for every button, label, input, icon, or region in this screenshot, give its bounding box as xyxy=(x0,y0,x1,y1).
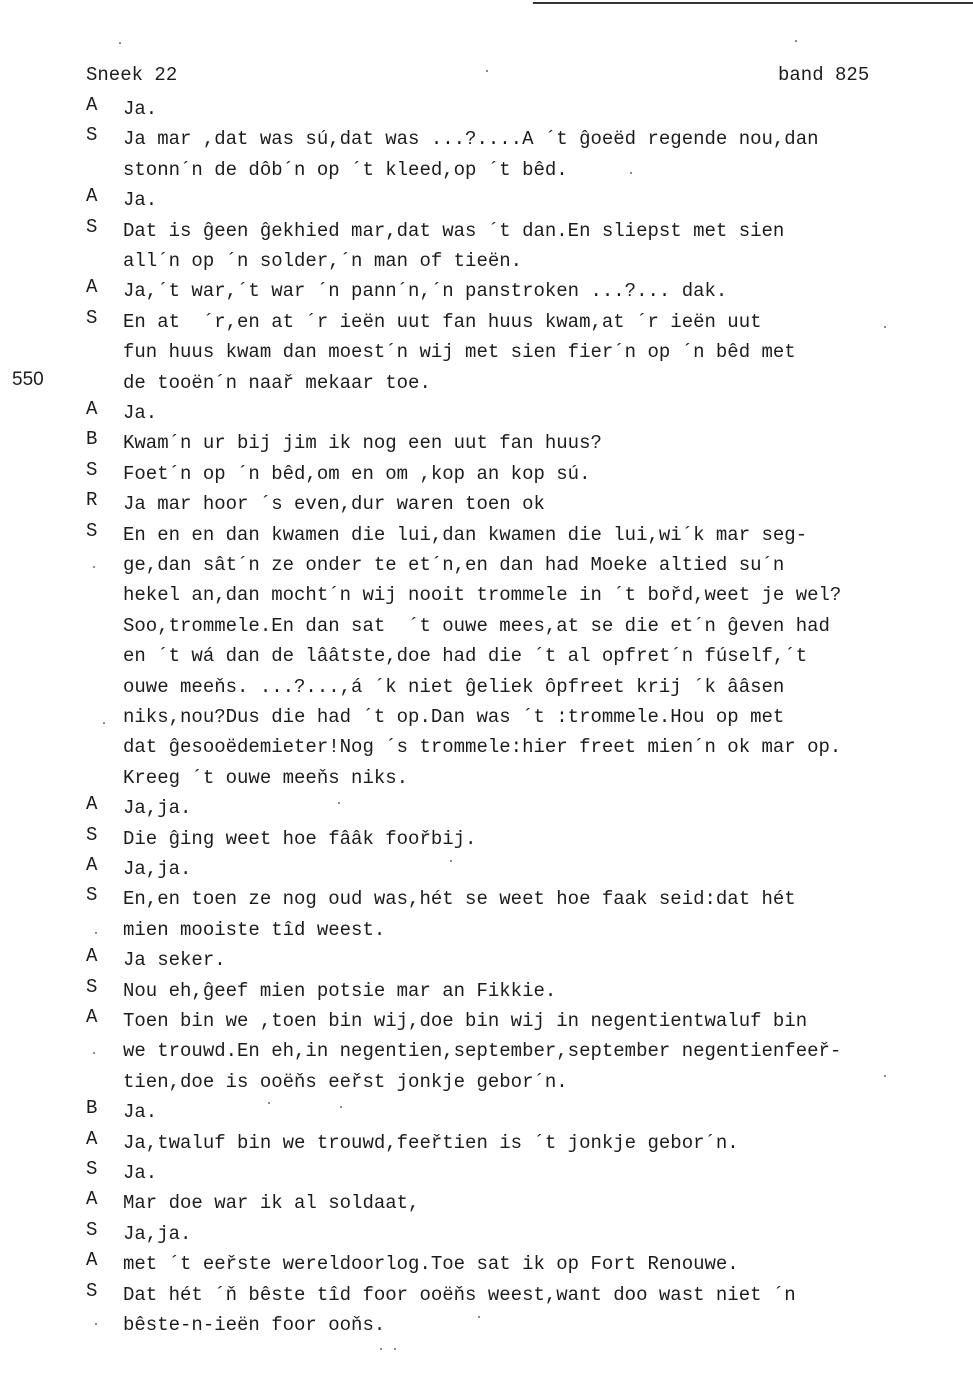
utterance xyxy=(123,428,602,458)
utterance-line: fun huus kwam dan moest´n wij met sien fier´n op ´n bêd met xyxy=(123,341,796,364)
scan-speck xyxy=(884,326,886,328)
utterance-line: En en en dan kwamen die lui,dan kwamen die lui,wi´k mar seg- xyxy=(123,523,808,546)
speaker-label: A xyxy=(86,854,98,876)
utterance-line: dat ĝesooëdemieter!Nog ´s trommele:hier freet mien´n ok mar op. xyxy=(123,736,842,759)
speaker-label: R xyxy=(86,489,98,512)
utterance-line: Toen bin we ,toen bin wij,doe bin wij in negentientwaluf bin xyxy=(123,1010,808,1032)
utterance-line: Ja. xyxy=(123,1101,158,1124)
utterance-line: Kwam´n ur bij jim ik nog een uut fan huus? xyxy=(123,432,602,455)
utterance xyxy=(123,520,841,794)
speaker-label: S xyxy=(86,1218,98,1241)
speaker-label: S xyxy=(86,884,98,907)
speaker-label: S xyxy=(86,823,98,846)
utterance xyxy=(123,793,191,823)
utterance xyxy=(123,1280,796,1341)
utterance-line: ouwe meeňs. ...?...,á ´k niet ĝeliek ôpfreet krij ´k ââsen xyxy=(123,675,785,698)
utterance-line: Ja,´t war,´t war ´n pann´n,´n panstroken ...?... dak. xyxy=(123,280,728,303)
utterance-line: Ja mar hoor ´s even,dur waren toen ok xyxy=(123,493,545,516)
utterance-line: Ja,twaluf bin we trouwd,feeřtien is ´t jonkje gebor´n. xyxy=(123,1131,739,1154)
scan-speck xyxy=(486,70,488,72)
utterance xyxy=(123,854,191,884)
scan-speck xyxy=(478,1316,480,1318)
utterance-line: en ´t wá dan de lââtste,doe had die ´t al opfret´n fúself,´t xyxy=(123,645,808,668)
utterance-line: Dat hét ´ň bêste tîd foor ooëňs weest,want doo wast niet ´n xyxy=(123,1283,796,1306)
utterance-line: mien mooiste tîd weest. xyxy=(123,918,386,941)
utterance xyxy=(123,1097,157,1127)
scan-speck xyxy=(380,1348,382,1350)
utterance-line: we trouwd.En eh,in negentien,september,september negentienfeeř- xyxy=(123,1040,842,1063)
top-rule xyxy=(533,2,973,4)
speaker-label: B xyxy=(86,428,98,451)
scan-speck xyxy=(630,172,632,174)
utterance-line: ge,dan sât´n ze onder te et´n,en dan had Moeke altied su´n xyxy=(123,553,785,576)
utterance xyxy=(123,1219,191,1249)
utterance xyxy=(123,1188,419,1218)
speaker-label: A xyxy=(86,1127,98,1150)
utterance xyxy=(123,216,784,277)
scan-speck xyxy=(103,722,105,724)
scan-speck xyxy=(95,1323,97,1325)
speaker-label: S xyxy=(86,519,98,542)
utterance xyxy=(123,307,796,398)
utterance xyxy=(123,1249,739,1279)
utterance-line: Kreeg ´t ouwe meeňs niks. xyxy=(123,766,409,789)
speaker-label: A xyxy=(86,185,98,208)
utterance xyxy=(123,884,796,945)
utterance-line: Nou eh,ĝeef mien potsie mar an Fikkie. xyxy=(123,979,557,1002)
utterance-line: tien,doe is ooëňs eeřst jonkje gebor´n. xyxy=(123,1070,568,1093)
scan-speck xyxy=(340,1106,342,1108)
speaker-label: B xyxy=(86,1097,98,1120)
utterance xyxy=(123,1128,739,1158)
speaker-label: A xyxy=(86,94,98,116)
utterance-line: hekel an,dan mocht´n wij nooit trommele in ´t bořd,weet je wel? xyxy=(123,584,842,607)
speaker-label: A xyxy=(86,276,98,299)
utterance-line: Die ĝing weet hoe fââk foořbij. xyxy=(123,827,477,850)
utterance-line: Ja. xyxy=(123,189,158,212)
utterance-line: Ja. xyxy=(123,1162,158,1184)
utterance xyxy=(123,1158,157,1188)
utterance xyxy=(123,398,157,428)
speaker-label: S xyxy=(86,1158,98,1180)
speaker-label: S xyxy=(86,458,98,481)
utterance xyxy=(123,276,727,306)
utterance-line: bêste-n-ieën foor ooňs. xyxy=(123,1313,386,1336)
page-header-location: Sneek 22 xyxy=(86,64,178,86)
line-number-marker: 550 xyxy=(12,369,44,390)
speaker-label: S xyxy=(86,1279,98,1302)
scan-speck xyxy=(95,932,97,934)
utterance-line: Ja. xyxy=(123,402,158,424)
utterance-line: Soo,trommele.En dan sat ´t ouwe mees,at se die et´n ĝeven had xyxy=(123,614,830,637)
scan-speck xyxy=(93,566,95,568)
speaker-label: A xyxy=(86,1188,98,1211)
speaker-label: A xyxy=(86,793,98,816)
utterance xyxy=(123,124,819,185)
utterance xyxy=(123,824,476,854)
utterance-line: all´n op ´n solder,´n man of tieën. xyxy=(123,249,523,272)
utterance xyxy=(123,94,157,124)
scan-speck xyxy=(394,1348,396,1350)
utterance-line: Ja. xyxy=(123,98,158,120)
utterance-line: met ´t eeřste wereldoorlog.Toe sat ik op Fort Renouwe. xyxy=(123,1253,739,1276)
utterance-line: Foet´n op ´n bêd,om en om ,kop an kop sú. xyxy=(123,462,591,485)
utterance-line: Ja mar ,dat was sú,dat was ...?....A ´t ĝoeëd regende nou,dan xyxy=(123,128,819,151)
scan-speck xyxy=(450,860,452,862)
utterance-line: stonn´n de dôb´n op ´t kleed,op ´t bêd. xyxy=(123,158,568,181)
utterance-line: niks,nou?Dus die had ´t op.Dan was ´t :trommele.Hou op met xyxy=(123,705,785,728)
page-header-band: band 825 xyxy=(778,64,870,86)
speaker-label: S xyxy=(86,124,98,147)
utterance xyxy=(123,489,545,519)
scan-speck xyxy=(795,40,797,42)
utterance-line: Ja seker. xyxy=(123,949,226,972)
scan-speck xyxy=(268,1102,270,1104)
scan-speck xyxy=(93,1052,95,1054)
utterance xyxy=(123,459,590,489)
speaker-label: S xyxy=(86,975,98,998)
utterance xyxy=(123,976,556,1006)
speaker-label: A xyxy=(86,398,98,420)
utterance-line: Ja,ja. xyxy=(123,1222,192,1245)
utterance-line: Dat is ĝeen ĝekhied mar,dat was ´t dan.En sliepst met sien xyxy=(123,219,785,242)
utterance-line: Ja,ja. xyxy=(123,797,192,820)
scan-speck xyxy=(884,1075,886,1077)
scan-speck xyxy=(338,802,340,804)
utterance xyxy=(123,185,157,215)
utterance-line: de tooën´n naař mekaar toe. xyxy=(123,371,431,394)
speaker-label: S xyxy=(86,306,98,329)
utterance-line: Ja,ja. xyxy=(123,858,192,880)
speaker-label: A xyxy=(86,945,98,968)
speaker-label: A xyxy=(86,1006,98,1028)
speaker-label: S xyxy=(86,215,98,238)
utterance-line: En,en toen ze nog oud was,hét se weet hoe faak seid:dat hét xyxy=(123,888,796,911)
scan-speck xyxy=(119,42,121,44)
speaker-label: A xyxy=(86,1249,98,1272)
utterance xyxy=(123,1006,841,1097)
utterance-line: Mar doe war ik al soldaat, xyxy=(123,1192,420,1215)
utterance-line: En at ´r,en at ´r ieën uut fan huus kwam,at ´r ieën uut xyxy=(123,310,762,333)
utterance xyxy=(123,945,226,975)
